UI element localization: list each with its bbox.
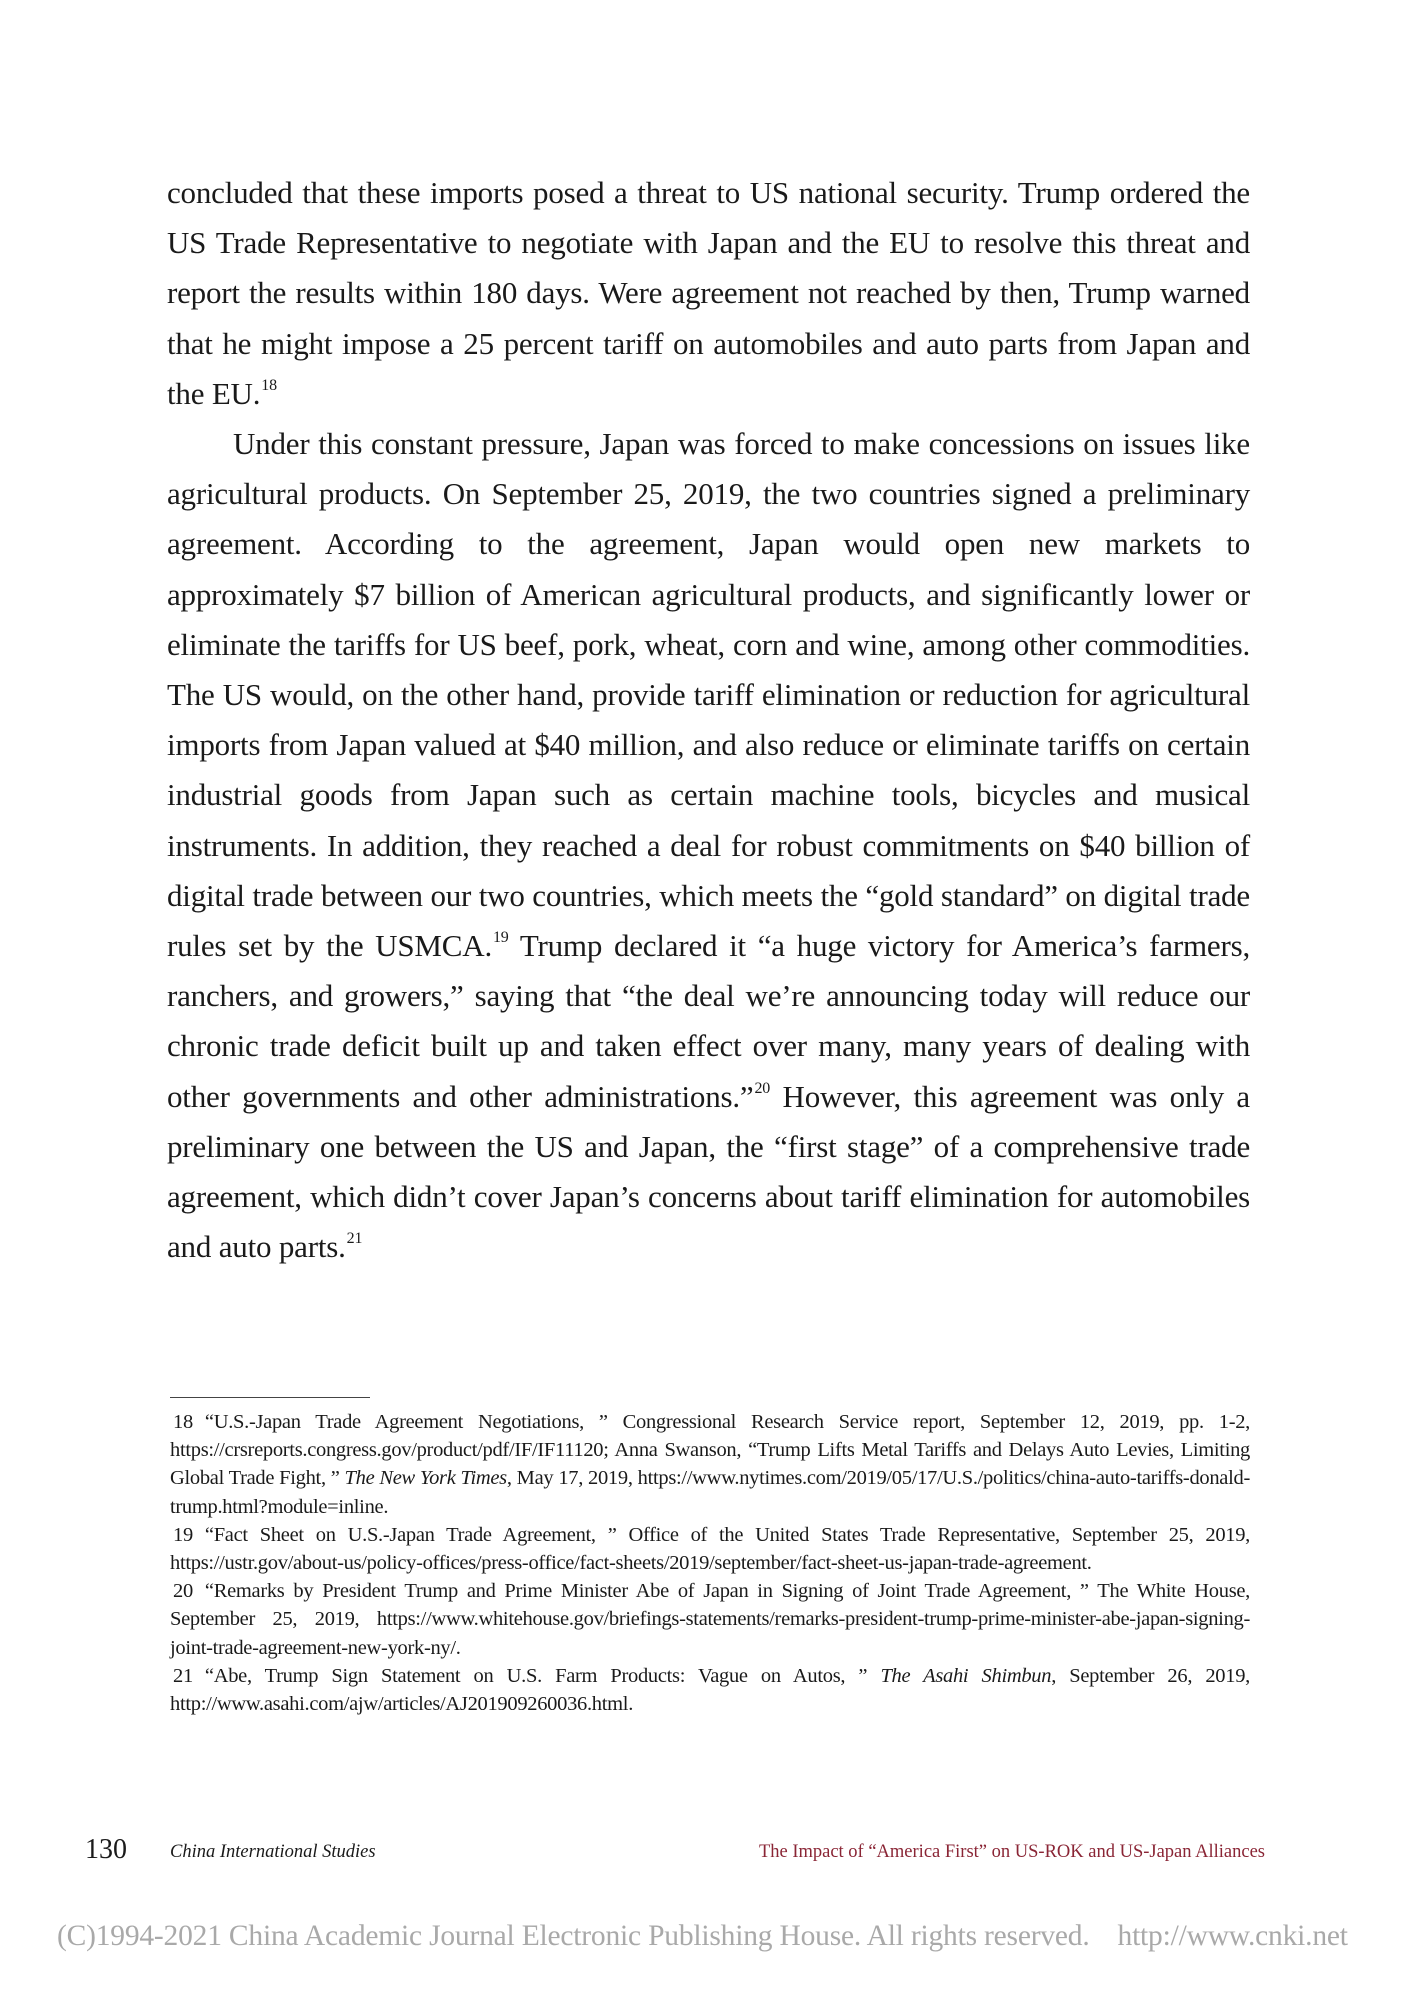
footnote-text: “Abe, Trump Sign Statement on U.S. Farm Products: Vague on Autos, ”: [204, 1664, 881, 1687]
footnote-text: “U.S.-Japan Trade Agreement Negotiations, ” Congressional Research Service report, September 12, 2019, pp. 1-2, https://crsreports.congress.gov/product/pdf/IF/IF11120; Anna Swanson, “Trump Lifts Metal Tariffs and Delays Auto Levies, Limiting Global Trade Fight, ”: [170, 1411, 1250, 1490]
footnote-ref-18[interactable]: 18: [261, 376, 277, 394]
running-footer: [85, 1834, 1265, 1870]
footnote-ref-20[interactable]: 20: [754, 1079, 771, 1097]
footnote-number: 19: [173, 1523, 193, 1546]
footnote-publication-title: The New York Times: [344, 1467, 507, 1490]
footnote-text-tail: , September 26, 2019, http://www.asahi.com/ajw/articles/AJ201909260036.html.: [170, 1664, 1250, 1716]
footnote-number: 21: [173, 1664, 193, 1687]
paragraph-1-text: concluded that these imports posed a threat to US national security. Trump ordered the US Trade Representative to negotiate with Japan and the EU to resolve this threat and report the results within 180 days. Were agreement not reached by then, Trump warned that he might impose a 25 percent tariff on automobiles and auto parts from Japan and the EU.: [167, 175, 1250, 411]
paragraph-2: [167, 419, 1250, 1272]
page-number: 130: [85, 1834, 127, 1865]
footnote-text-tail: , May 17, 2019, https://www.nytimes.com/2019/05/17/U.S./politics/china-auto-tariffs-donald-trump.html?module=inline.: [170, 1467, 1250, 1518]
footnote-18: [170, 1408, 1250, 1521]
footnotes-section: [170, 1408, 1250, 1718]
paragraph-2-part-3: However, this agreement was only a preliminary one between the US and Japan, the “first stage” of a comprehensive trade agreement, which didn’t cover Japan’s concerns about tariff elimination for automobiles and auto parts.: [167, 1078, 1250, 1265]
copyright-text: (C)1994-2021 China Academic Journal Electronic Publishing House. All rights reserved.: [57, 1920, 1090, 1952]
copyright-watermark: [57, 1920, 1377, 1953]
footnote-text: “Fact Sheet on U.S.-Japan Trade Agreement, ” Office of the United States Trade Representative, September 25, 2019, https://ustr.gov/about-us/policy-offices/press-office/fact-sheets/2019/september/fact-sheet-us-japan-trade-agreement.: [170, 1523, 1250, 1575]
footnote-19: [170, 1521, 1250, 1577]
main-body-text: [167, 168, 1250, 1272]
journal-name: China International Studies: [170, 1842, 376, 1862]
article-title: The Impact of “America First” on US-ROK and US-Japan Alliances: [758, 1842, 1265, 1862]
footnote-number: 20: [173, 1580, 193, 1603]
footnote-publication-title: The Asahi Shimbun: [880, 1664, 1052, 1687]
paragraph-2-part-1: Under this constant pressure, Japan was forced to make concessions on issues like agricultural products. On September 25, 2019, the two countries signed a preliminary agreement. According to the agreement, Japan would open new markets to approximately $7 billion of American agricultural products, and significantly lower or eliminate the tariffs for US beef, pork, wheat, corn and wine, among other commodities. The US would, on the other hand, provide tariff elimination or reduction for agricultural imports from Japan valued at $40 million, and also reduce or eliminate tariffs on certain industrial goods from Japan such as certain machine tools, bicycles and musical instruments. In addition, they reached a deal for robust commitments on $40 billion of digital trade between our two countries, which meets the “gold standard” on digital trade rules set by the USMCA.: [167, 426, 1250, 964]
paragraph-1: [167, 168, 1250, 419]
cnki-url-link[interactable]: http://www.cnki.net: [1117, 1920, 1348, 1952]
footnote-ref-19[interactable]: 19: [493, 929, 509, 947]
footnote-ref-21[interactable]: 21: [346, 1230, 363, 1248]
footnote-separator-rule: [170, 1397, 370, 1398]
footnote-20: [170, 1577, 1250, 1662]
footnote-number: 18: [173, 1411, 193, 1433]
paragraph-2-part-2: Trump declared it “a huge victory for America’s farmers, ranchers, and growers,” saying that “the deal we’re announcing today will reduce our chronic trade deficit built up and taken effect over many, many years of dealing with other governments and other administrations.”: [167, 928, 1250, 1114]
footnote-21: [170, 1662, 1250, 1718]
footnote-text: “Remarks by President Trump and Prime Minister Abe of Japan in Signing of Joint Trade Agreement, ” The White House, September 25, 2019, https://www.whitehouse.gov/briefings-statements/remarks-president-trump-prime-minister-abe-japan-signing-joint-trade-agreement-new-york-ny/.: [170, 1580, 1250, 1659]
